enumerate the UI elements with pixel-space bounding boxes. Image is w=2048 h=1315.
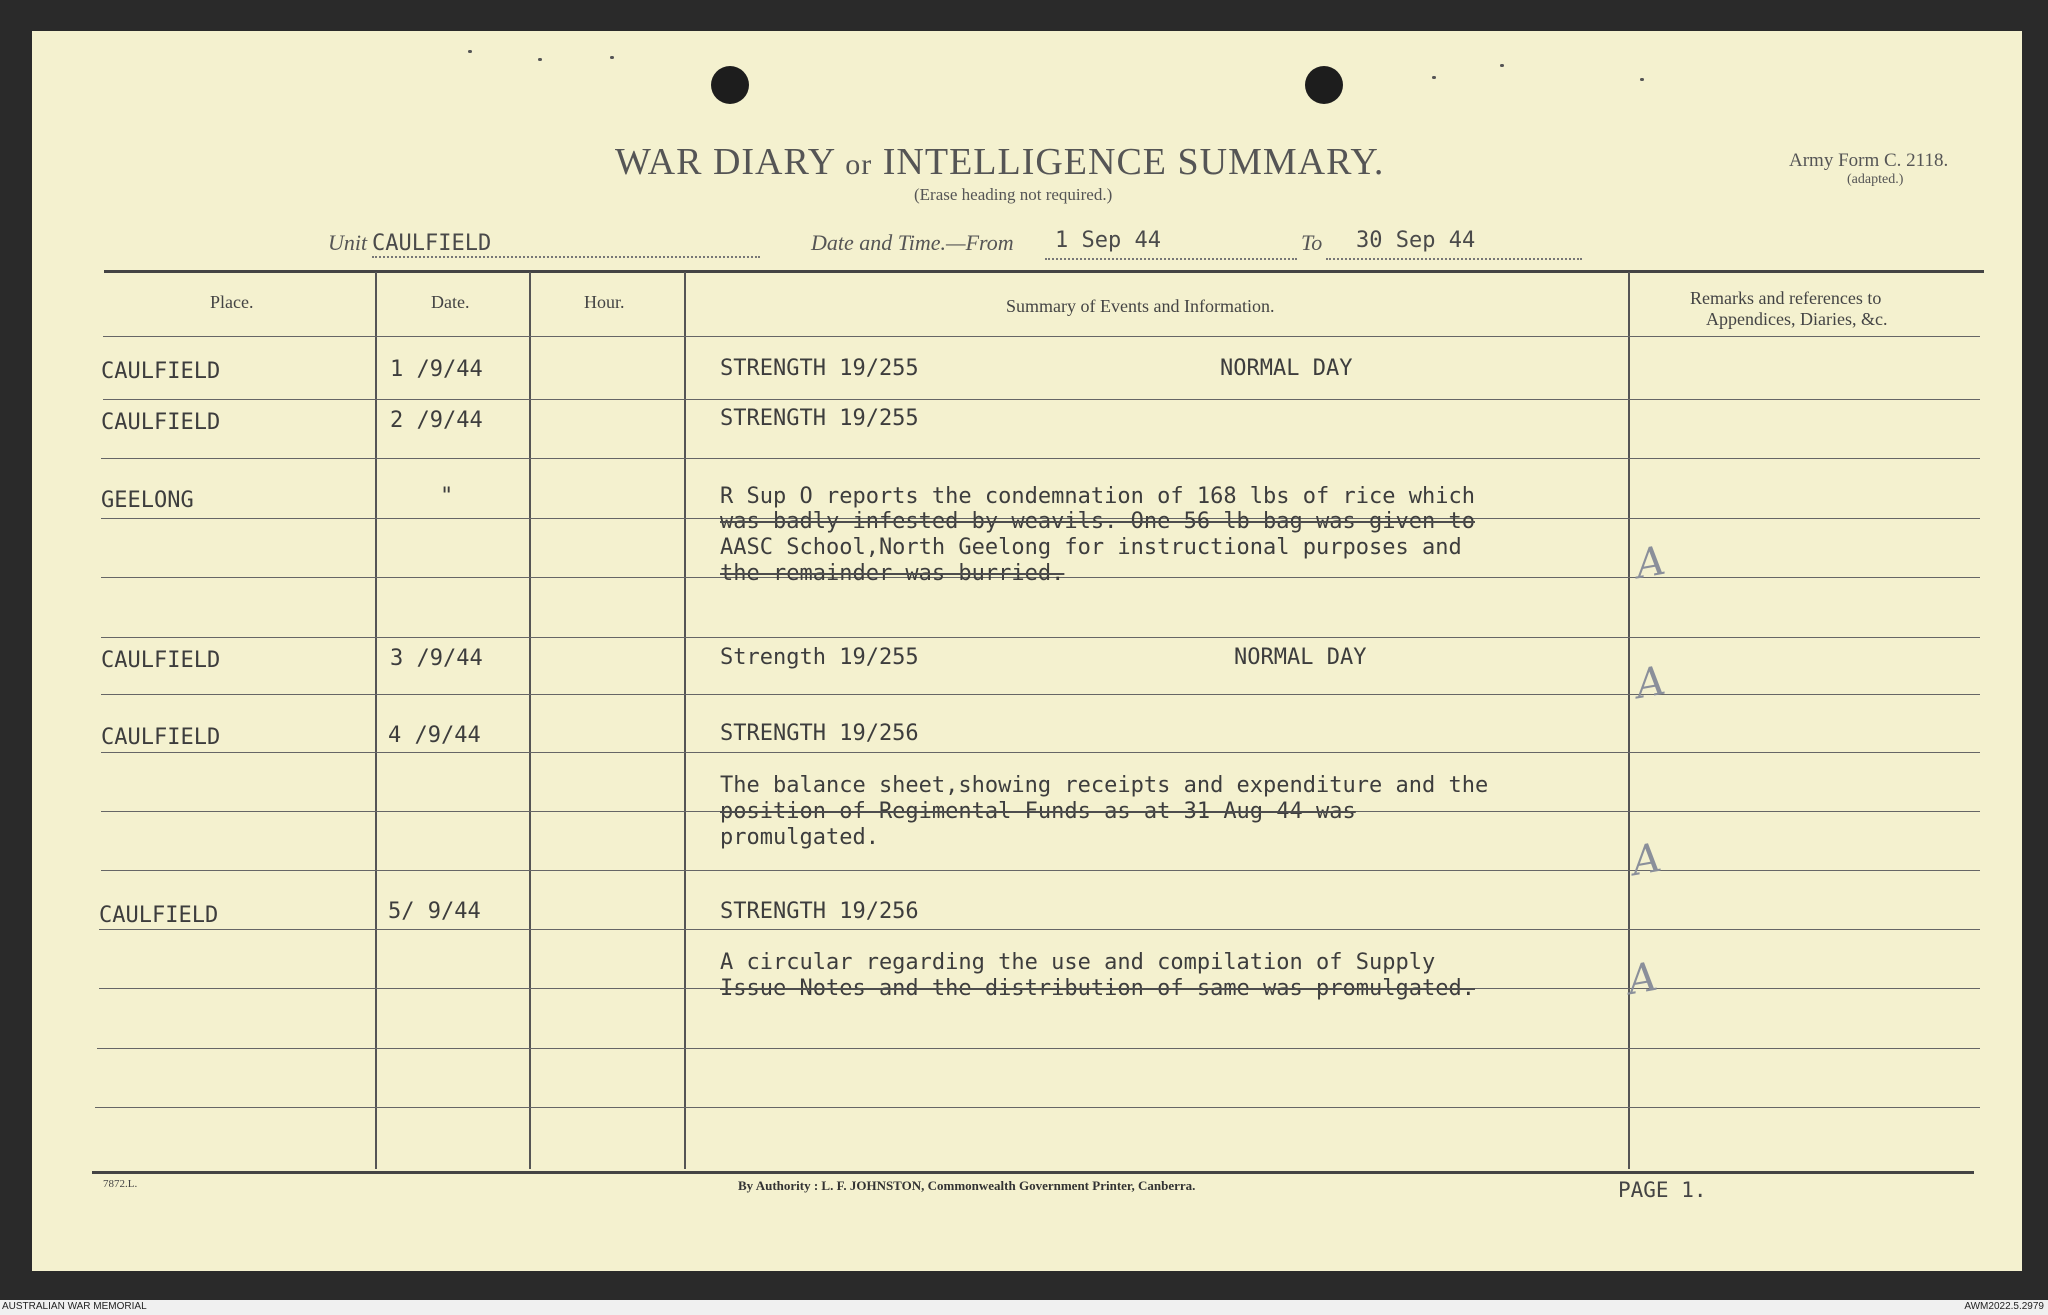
entry-place: CAULFIELD xyxy=(101,359,221,384)
remarks-initial: A xyxy=(1628,834,1665,886)
archive-accession: AWM2022.5.2979 xyxy=(1964,1301,2044,1312)
unit-value: CAULFIELD xyxy=(372,231,492,256)
title-part2: INTELLIGENCE SUMMARY. xyxy=(882,141,1385,183)
from-value: 1 Sep 44 xyxy=(1055,228,1161,253)
remarks-initial: A xyxy=(1632,657,1669,709)
entry-date: 4 /9/44 xyxy=(388,723,481,748)
col-header-place: Place. xyxy=(210,292,254,312)
col-divider-place-date xyxy=(375,272,377,1169)
entry-summary: STRENGTH 19/255 xyxy=(720,406,919,431)
entry-line: position of Regimental Funds as at 31 Aug 44 was xyxy=(720,799,1356,824)
unit-label: Unit xyxy=(328,230,368,255)
entry-line: Issue Notes and the distribution of same was promulgated. xyxy=(720,976,1475,1001)
ruled-row-line xyxy=(101,637,1980,638)
archive-strip xyxy=(0,1300,2048,1315)
to-value: 30 Sep 44 xyxy=(1356,228,1476,253)
entry-place: CAULFIELD xyxy=(101,410,221,435)
paper-speck xyxy=(468,50,472,53)
entry-line: the remainder was burried. xyxy=(720,561,1065,586)
ruled-row-line xyxy=(99,929,1980,930)
paper-speck xyxy=(538,58,542,61)
paper-speck xyxy=(1500,64,1504,67)
col-header-hour: Hour. xyxy=(584,292,625,312)
entry-summary: Strength 19/255 xyxy=(720,645,919,670)
page-number: PAGE 1. xyxy=(1618,1178,1707,1202)
ruled-row-line xyxy=(103,336,1980,337)
table-top-rule xyxy=(104,270,1984,273)
entry-extra: NORMAL DAY xyxy=(1234,645,1367,670)
print-number: 7872.L. xyxy=(103,1178,138,1190)
entry-line: AASC School,North Geelong for instructional purposes and xyxy=(720,535,1462,560)
date-time-label: Date and Time.—From xyxy=(811,230,1014,255)
archive-name: AUSTRALIAN WAR MEMORIAL xyxy=(2,1301,147,1312)
col-divider-hour-summary xyxy=(684,272,686,1169)
army-form-number: Army Form C. 2118. xyxy=(1789,150,1949,171)
punch-hole-right xyxy=(1305,66,1343,104)
entry-date: 5/ 9/44 xyxy=(388,899,481,924)
punch-hole-left xyxy=(711,66,749,104)
col-divider-summary-remarks xyxy=(1628,272,1630,1169)
ruled-row-line xyxy=(101,694,1980,695)
unit-dotted-line xyxy=(372,256,760,258)
title-or: or xyxy=(845,148,873,181)
entry-summary: STRENGTH 19/255 xyxy=(720,356,919,381)
title-part1: WAR DIARY xyxy=(615,141,835,183)
entry-place: CAULFIELD xyxy=(101,725,221,750)
entry-extra: NORMAL DAY xyxy=(1220,356,1353,381)
entry-line: was badly infested by weavils. One 56 lb bag was given to xyxy=(720,509,1475,534)
entry-summary: STRENGTH 19/256 xyxy=(720,721,919,746)
adapted-note: (adapted.) xyxy=(1847,172,1904,187)
col-header-summary: Summary of Events and Information. xyxy=(1006,296,1275,316)
form-subtitle: (Erase heading not required.) xyxy=(914,185,1113,204)
entry-place: GEELONG xyxy=(101,488,194,513)
ruled-row-line xyxy=(95,1107,1980,1108)
col-header-remarks-1: Remarks and references to xyxy=(1690,288,1882,308)
entry-summary: STRENGTH 19/256 xyxy=(720,899,919,924)
to-label: To xyxy=(1301,230,1323,255)
ruled-row-line xyxy=(103,399,1980,400)
entry-place: CAULFIELD xyxy=(101,648,221,673)
col-divider-date-hour xyxy=(529,272,531,1169)
entry-line: promulgated. xyxy=(720,825,879,850)
ruled-row-line xyxy=(97,1048,1980,1049)
printer-authority: By Authority : L. F. JOHNSTON, Commonwealth Government Printer, Canberra. xyxy=(738,1178,1196,1193)
ruled-row-line xyxy=(101,752,1980,753)
form-title xyxy=(615,140,1384,184)
entry-date: 3 /9/44 xyxy=(390,646,483,671)
entry-line: The balance sheet,showing receipts and expenditure and the xyxy=(720,773,1489,798)
entry-date: 2 /9/44 xyxy=(390,408,483,433)
paper-speck xyxy=(610,56,614,59)
diary-sheet xyxy=(32,31,2022,1271)
paper-speck xyxy=(1640,78,1644,81)
table-bottom-rule xyxy=(92,1171,1974,1174)
col-header-remarks-2: Appendices, Diaries, &c. xyxy=(1706,309,1888,329)
ruled-row-line xyxy=(101,458,1980,459)
to-dotted-line xyxy=(1326,258,1582,260)
ruled-row-line xyxy=(101,870,1980,871)
col-header-date: Date. xyxy=(431,292,470,312)
remarks-initial: A xyxy=(1624,953,1661,1005)
paper-speck xyxy=(1432,76,1436,79)
entry-place: CAULFIELD xyxy=(99,903,219,928)
entry-date: 1 /9/44 xyxy=(390,357,483,382)
entry-line: A circular regarding the use and compilation of Supply xyxy=(720,950,1436,975)
entry-date: " xyxy=(440,484,454,509)
entry-line: R Sup O reports the condemnation of 168 lbs of rice which xyxy=(720,484,1475,509)
remarks-initial: A xyxy=(1632,537,1669,589)
from-dotted-line xyxy=(1045,258,1297,260)
